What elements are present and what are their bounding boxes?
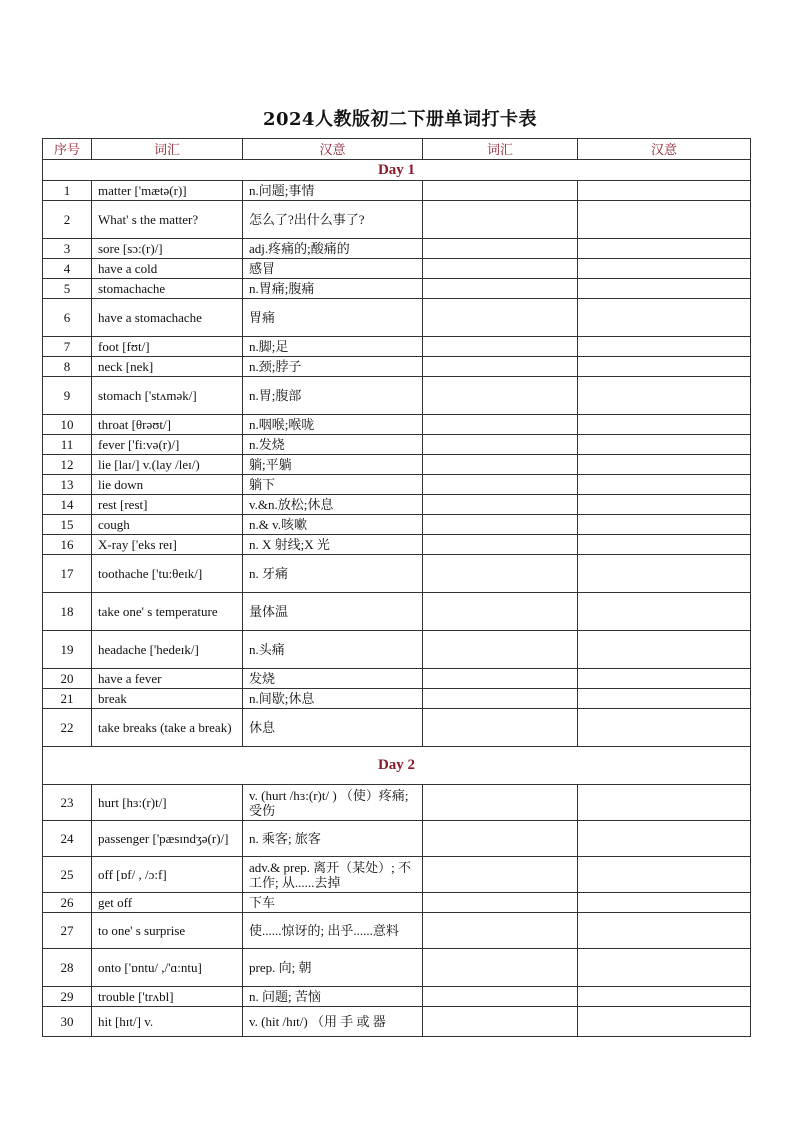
- practice-meaning-cell[interactable]: [578, 357, 751, 377]
- row-number: 2: [43, 201, 92, 239]
- row-number: 29: [43, 987, 92, 1007]
- table-row: [43, 299, 751, 337]
- table-row: [43, 857, 751, 893]
- row-number: 23: [43, 785, 92, 821]
- practice-meaning-cell[interactable]: [578, 987, 751, 1007]
- vocab-word: stomach ['stʌmək/]: [92, 377, 243, 415]
- vocab-meaning: n.间歇;休息: [243, 689, 423, 709]
- vocab-word: take breaks (take a break): [92, 709, 243, 747]
- vocab-word: lie down: [92, 475, 243, 495]
- row-number: 3: [43, 239, 92, 259]
- table-row: [43, 181, 751, 201]
- row-number: 15: [43, 515, 92, 535]
- vocab-meaning: n.& v.咳嗽: [243, 515, 423, 535]
- vocab-word: lie [laɪ/] v.(lay /leɪ/): [92, 455, 243, 475]
- row-number: 1: [43, 181, 92, 201]
- practice-word-cell[interactable]: [423, 555, 578, 593]
- row-number: 19: [43, 631, 92, 669]
- table-row: [43, 1007, 751, 1037]
- table-row: [43, 893, 751, 913]
- row-number: 21: [43, 689, 92, 709]
- day-row: [43, 160, 751, 181]
- vocab-word: have a cold: [92, 259, 243, 279]
- vocab-word: cough: [92, 515, 243, 535]
- table-row: [43, 337, 751, 357]
- practice-word-cell[interactable]: [423, 913, 578, 949]
- practice-word-cell[interactable]: [423, 669, 578, 689]
- vocab-word: break: [92, 689, 243, 709]
- row-number: 24: [43, 821, 92, 857]
- vocab-meaning: n.头痛: [243, 631, 423, 669]
- vocab-meaning: 发烧: [243, 669, 423, 689]
- practice-meaning-cell[interactable]: [578, 259, 751, 279]
- practice-word-cell[interactable]: [423, 377, 578, 415]
- vocab-meaning: n.脚;足: [243, 337, 423, 357]
- vocab-word: hurt [hɜ:(r)t/]: [92, 785, 243, 821]
- practice-meaning-cell[interactable]: [578, 337, 751, 357]
- practice-word-cell[interactable]: [423, 299, 578, 337]
- vocab-word: hit [hɪt/] v.: [92, 1007, 243, 1037]
- vocab-meaning: n. X 射线;X 光: [243, 535, 423, 555]
- vocab-word: have a fever: [92, 669, 243, 689]
- practice-word-cell[interactable]: [423, 181, 578, 201]
- vocab-meaning: 怎么了?出什么事了?: [243, 201, 423, 239]
- day-row: [43, 747, 751, 785]
- header-number: 序号: [43, 139, 92, 160]
- vocab-word: sore [sɔ:(r)/]: [92, 239, 243, 259]
- vocab-meaning: prep. 向; 朝: [243, 949, 423, 987]
- row-number: 6: [43, 299, 92, 337]
- practice-word-cell[interactable]: [423, 785, 578, 821]
- table-row: [43, 279, 751, 299]
- header-word-blank: 词汇: [423, 139, 578, 160]
- header-meaning: 汉意: [243, 139, 423, 160]
- vocab-word: X-ray ['eks reɪ]: [92, 535, 243, 555]
- practice-word-cell[interactable]: [423, 949, 578, 987]
- vocab-word: get off: [92, 893, 243, 913]
- table-row: [43, 475, 751, 495]
- vocab-meaning: n. 乘客; 旅客: [243, 821, 423, 857]
- practice-word-cell[interactable]: [423, 631, 578, 669]
- vocab-word: toothache ['tu:θeɪk/]: [92, 555, 243, 593]
- vocab-word: rest [rest]: [92, 495, 243, 515]
- vocab-meaning: 使......惊讶的; 出乎......意料: [243, 913, 423, 949]
- vocab-word: What' s the matter?: [92, 201, 243, 239]
- row-number: 12: [43, 455, 92, 475]
- vocab-meaning: adj.疼痛的;酸痛的: [243, 239, 423, 259]
- row-number: 14: [43, 495, 92, 515]
- table-row: [43, 987, 751, 1007]
- vocab-meaning: n.胃;腹部: [243, 377, 423, 415]
- table-row: [43, 201, 751, 239]
- vocab-word: headache ['hedeɪk/]: [92, 631, 243, 669]
- practice-word-cell[interactable]: [423, 893, 578, 913]
- practice-meaning-cell[interactable]: [578, 709, 751, 747]
- practice-word-cell[interactable]: [423, 435, 578, 455]
- day-label: Day 2: [43, 747, 751, 785]
- row-number: 22: [43, 709, 92, 747]
- row-number: 18: [43, 593, 92, 631]
- practice-word-cell[interactable]: [423, 455, 578, 475]
- practice-word-cell[interactable]: [423, 259, 578, 279]
- practice-meaning-cell[interactable]: [578, 299, 751, 337]
- practice-meaning-cell[interactable]: [578, 495, 751, 515]
- table-row: [43, 435, 751, 455]
- vocab-word: have a stomachache: [92, 299, 243, 337]
- table-row: [43, 455, 751, 475]
- vocab-meaning: n.胃痛;腹痛: [243, 279, 423, 299]
- vocab-word: onto ['ɒntu/ ,/'ɑ:ntu]: [92, 949, 243, 987]
- practice-word-cell[interactable]: [423, 415, 578, 435]
- table-row: [43, 669, 751, 689]
- table-row: [43, 555, 751, 593]
- table-row: [43, 535, 751, 555]
- vocab-word: off [ɒf/ , /ɔ:f]: [92, 857, 243, 893]
- practice-word-cell[interactable]: [423, 337, 578, 357]
- vocab-meaning: v. (hit /hɪt/) （用 手 或 器: [243, 1007, 423, 1037]
- practice-word-cell[interactable]: [423, 239, 578, 259]
- row-number: 9: [43, 377, 92, 415]
- row-number: 5: [43, 279, 92, 299]
- row-number: 7: [43, 337, 92, 357]
- vocab-word: passenger ['pæsɪndʒə(r)/]: [92, 821, 243, 857]
- vocab-meaning: 胃痛: [243, 299, 423, 337]
- row-number: 16: [43, 535, 92, 555]
- vocab-word: to one' s surprise: [92, 913, 243, 949]
- practice-meaning-cell[interactable]: [578, 475, 751, 495]
- word-checklist-table: [42, 138, 751, 1037]
- table-row: [43, 259, 751, 279]
- practice-meaning-cell[interactable]: [578, 593, 751, 631]
- practice-meaning-cell[interactable]: [578, 279, 751, 299]
- row-number: 25: [43, 857, 92, 893]
- vocab-meaning: n.颈;脖子: [243, 357, 423, 377]
- vocab-meaning: n.咽喉;喉咙: [243, 415, 423, 435]
- header-word: 词汇: [92, 139, 243, 160]
- table-row: [43, 495, 751, 515]
- practice-meaning-cell[interactable]: [578, 949, 751, 987]
- practice-word-cell[interactable]: [423, 495, 578, 515]
- page-title: 2024人教版初二下册单词打卡表: [262, 109, 538, 130]
- practice-word-cell[interactable]: [423, 857, 578, 893]
- vocab-meaning: n.发烧: [243, 435, 423, 455]
- table-row: [43, 377, 751, 415]
- practice-meaning-cell[interactable]: [578, 669, 751, 689]
- row-number: 27: [43, 913, 92, 949]
- practice-meaning-cell[interactable]: [578, 913, 751, 949]
- practice-meaning-cell[interactable]: [578, 1007, 751, 1037]
- header-row: [43, 139, 751, 160]
- vocab-word: matter ['mætə(r)]: [92, 181, 243, 201]
- vocab-meaning: adv.& prep. 离开（某处）; 不工作; 从......去掉: [243, 857, 423, 893]
- practice-meaning-cell[interactable]: [578, 435, 751, 455]
- table-row: [43, 785, 751, 821]
- row-number: 8: [43, 357, 92, 377]
- practice-word-cell[interactable]: [423, 689, 578, 709]
- practice-meaning-cell[interactable]: [578, 377, 751, 415]
- vocab-meaning: 量体温: [243, 593, 423, 631]
- table-row: [43, 821, 751, 857]
- practice-word-cell[interactable]: [423, 821, 578, 857]
- vocab-meaning: 躺;平躺: [243, 455, 423, 475]
- vocab-word: take one' s temperature: [92, 593, 243, 631]
- vocab-word: stomachache: [92, 279, 243, 299]
- table-row: [43, 357, 751, 377]
- row-number: 26: [43, 893, 92, 913]
- vocab-meaning: 感冒: [243, 259, 423, 279]
- vocab-word: fever ['fi:və(r)/]: [92, 435, 243, 455]
- practice-meaning-cell[interactable]: [578, 239, 751, 259]
- practice-meaning-cell[interactable]: [578, 821, 751, 857]
- row-number: 30: [43, 1007, 92, 1037]
- row-number: 4: [43, 259, 92, 279]
- vocab-meaning: v. (hurt /hɜ:(r)t/ ) （使）疼痛; 受伤: [243, 785, 423, 821]
- practice-meaning-cell[interactable]: [578, 631, 751, 669]
- practice-meaning-cell[interactable]: [578, 515, 751, 535]
- vocab-meaning: n.问题;事情: [243, 181, 423, 201]
- practice-meaning-cell[interactable]: [578, 535, 751, 555]
- row-number: 10: [43, 415, 92, 435]
- table-row: [43, 515, 751, 535]
- vocab-word: throat [θrəʊt/]: [92, 415, 243, 435]
- practice-meaning-cell[interactable]: [578, 857, 751, 893]
- practice-word-cell[interactable]: [423, 987, 578, 1007]
- practice-word-cell[interactable]: [423, 1007, 578, 1037]
- practice-word-cell[interactable]: [423, 709, 578, 747]
- practice-meaning-cell[interactable]: [578, 455, 751, 475]
- practice-word-cell[interactable]: [423, 593, 578, 631]
- practice-meaning-cell[interactable]: [578, 555, 751, 593]
- header-meaning-blank: 汉意: [578, 139, 751, 160]
- vocab-word: trouble ['trʌbl]: [92, 987, 243, 1007]
- table-row: [43, 631, 751, 669]
- table-row: [43, 415, 751, 435]
- practice-word-cell[interactable]: [423, 535, 578, 555]
- row-number: 13: [43, 475, 92, 495]
- practice-meaning-cell[interactable]: [578, 415, 751, 435]
- table-row: [43, 593, 751, 631]
- table-row: [43, 913, 751, 949]
- practice-meaning-cell[interactable]: [578, 893, 751, 913]
- vocab-word: foot [fʊt/]: [92, 337, 243, 357]
- practice-word-cell[interactable]: [423, 475, 578, 495]
- vocab-meaning: n. 问题; 苦恼: [243, 987, 423, 1007]
- practice-word-cell[interactable]: [423, 201, 578, 239]
- practice-meaning-cell[interactable]: [578, 785, 751, 821]
- table-row: [43, 239, 751, 259]
- table-row: [43, 709, 751, 747]
- practice-meaning-cell[interactable]: [578, 689, 751, 709]
- table-body: [43, 160, 751, 1037]
- practice-meaning-cell[interactable]: [578, 201, 751, 239]
- vocab-meaning: n. 牙痛: [243, 555, 423, 593]
- row-number: 28: [43, 949, 92, 987]
- table-row: [43, 949, 751, 987]
- vocab-meaning: 休息: [243, 709, 423, 747]
- practice-word-cell[interactable]: [423, 515, 578, 535]
- table-row: [43, 689, 751, 709]
- day-label: Day 1: [43, 160, 751, 181]
- row-number: 20: [43, 669, 92, 689]
- row-number: 17: [43, 555, 92, 593]
- row-number: 11: [43, 435, 92, 455]
- vocab-word: neck [nek]: [92, 357, 243, 377]
- practice-meaning-cell[interactable]: [578, 181, 751, 201]
- practice-word-cell[interactable]: [423, 357, 578, 377]
- vocab-meaning: v.&n.放松;休息: [243, 495, 423, 515]
- practice-word-cell[interactable]: [423, 279, 578, 299]
- vocab-meaning: 躺下: [243, 475, 423, 495]
- vocab-meaning: 下车: [243, 893, 423, 913]
